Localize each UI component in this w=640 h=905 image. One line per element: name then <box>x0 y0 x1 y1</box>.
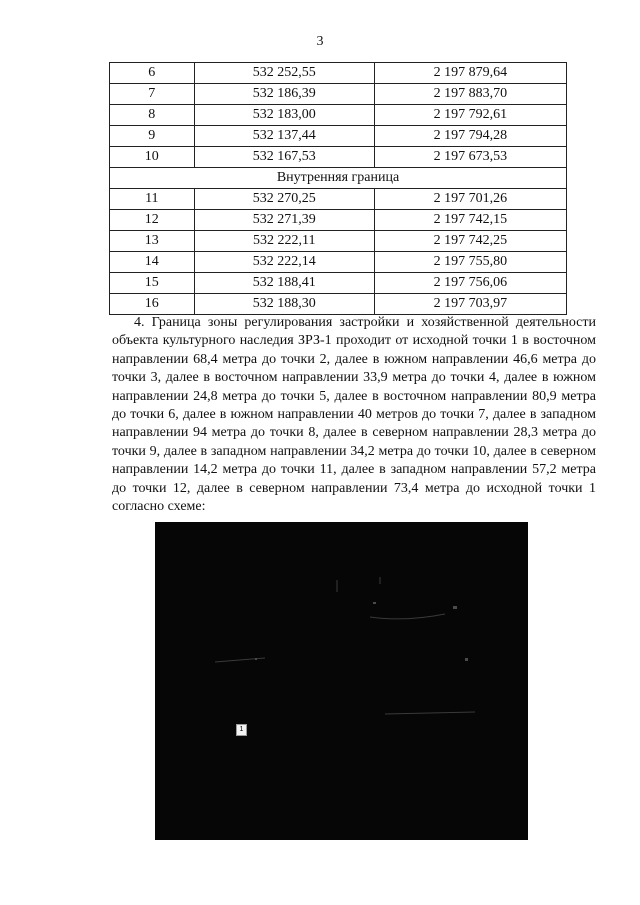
coordinates-table <box>109 62 567 315</box>
x-coordinate-cell: 532 222,11 <box>194 231 374 252</box>
x-coordinate-cell: 532 252,55 <box>194 63 374 84</box>
point-number-cell: 13 <box>110 231 195 252</box>
table-row <box>110 231 567 252</box>
table-row <box>110 126 567 147</box>
boundary-description: 4. Граница зоны регулирования застройки и хозяйственной деятельности объекта культурного наследия ЗРЗ-1 проходит от исходной точки 1 в восточном направлении 68,4 метра до точки 2, далее в южном направлении 46,6 метра до точки 3, далее в восточном направлении 33,9 метра до точки 4, далее в южном направлении 24,8 метра до точки 5, далее в восточном направлении 80,9 метра до точки 6, далее в южном направлении 40 метров до точки 7, далее в западном направлении 94 метра до точки 8, далее в северном направлении 28,3 метра до точки 9, далее в западном направлении 34,2 метра до точки 10, далее в северном направлении 14,2 метра до точки 11, далее в западном направлении 57,2 метра до точки 12, далее в северном направлении 73,4 метра до исходной точки 1 согласно схеме: <box>112 315 596 515</box>
point-number-cell: 15 <box>110 273 195 294</box>
x-coordinate-cell: 532 188,41 <box>194 273 374 294</box>
x-coordinate-cell: 532 137,44 <box>194 126 374 147</box>
y-coordinate-cell: 2 197 879,64 <box>374 63 566 84</box>
y-coordinate-cell: 2 197 742,15 <box>374 210 566 231</box>
table-row <box>110 210 567 231</box>
y-coordinate-cell: 2 197 673,53 <box>374 147 566 168</box>
section-title: Внутренняя граница <box>110 168 567 189</box>
table-row <box>110 147 567 168</box>
point-1-marker: 1 <box>236 724 247 736</box>
y-coordinate-cell: 2 197 742,25 <box>374 231 566 252</box>
table-row <box>110 84 567 105</box>
page-number: 3 <box>316 34 324 49</box>
table-row <box>110 189 567 210</box>
x-coordinate-cell: 532 222,14 <box>194 252 374 273</box>
y-coordinate-cell: 2 197 794,28 <box>374 126 566 147</box>
x-coordinate-cell: 532 270,25 <box>194 189 374 210</box>
x-coordinate-cell: 532 188,30 <box>194 294 374 315</box>
table-row <box>110 105 567 126</box>
y-coordinate-cell: 2 197 883,70 <box>374 84 566 105</box>
y-coordinate-cell: 2 197 755,80 <box>374 252 566 273</box>
scheme-faint-lines <box>155 522 528 840</box>
y-coordinate-cell: 2 197 792,61 <box>374 105 566 126</box>
section-row <box>110 168 567 189</box>
point-number-cell: 7 <box>110 84 195 105</box>
y-coordinate-cell: 2 197 703,97 <box>374 294 566 315</box>
y-coordinate-cell: 2 197 701,26 <box>374 189 566 210</box>
point-number-cell: 8 <box>110 105 195 126</box>
table-row <box>110 294 567 315</box>
x-coordinate-cell: 532 167,53 <box>194 147 374 168</box>
table-row <box>110 273 567 294</box>
point-number-cell: 11 <box>110 189 195 210</box>
scheme-image <box>155 522 528 840</box>
point-number-cell: 10 <box>110 147 195 168</box>
point-number-cell: 6 <box>110 63 195 84</box>
point-number-cell: 12 <box>110 210 195 231</box>
x-coordinate-cell: 532 271,39 <box>194 210 374 231</box>
table-row <box>110 63 567 84</box>
point-number-cell: 14 <box>110 252 195 273</box>
y-coordinate-cell: 2 197 756,06 <box>374 273 566 294</box>
point-number-cell: 9 <box>110 126 195 147</box>
x-coordinate-cell: 532 186,39 <box>194 84 374 105</box>
x-coordinate-cell: 532 183,00 <box>194 105 374 126</box>
table-row <box>110 252 567 273</box>
point-number-cell: 16 <box>110 294 195 315</box>
